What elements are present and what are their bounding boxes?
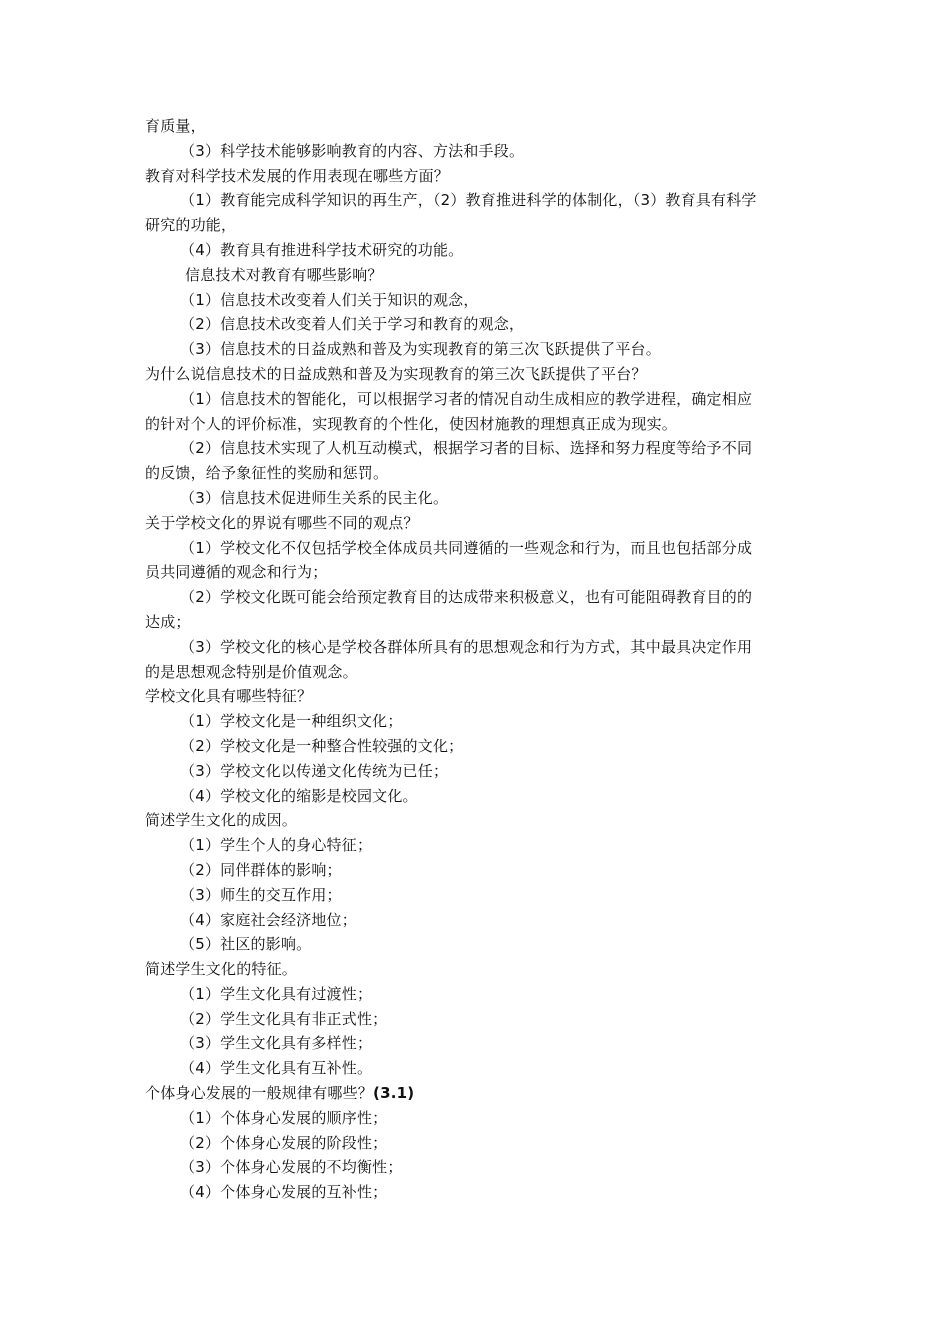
line-text: （3）师生的交互作用； — [180, 885, 342, 904]
line-text: （1）信息技术的智能化，可以根据学习者的情况自动生成相应的教学进程，确定相应 — [180, 389, 753, 408]
line-text: 信息技术对教育有哪些影响？ — [185, 265, 383, 284]
text-line — [145, 486, 810, 511]
line-text: 的反馈，给予象征性的奖励和惩罚。 — [145, 464, 389, 483]
text-line — [145, 957, 810, 982]
line-text: （3）学校文化的核心是学校各群体所具有的思想观念和行为方式，其中最具决定作用 — [180, 637, 753, 656]
text-line — [145, 759, 810, 784]
text-line — [145, 808, 810, 833]
text-line — [145, 883, 810, 908]
line-text: 研究的功能， — [145, 216, 237, 235]
text-line — [145, 337, 810, 362]
text-line — [145, 461, 810, 486]
line-text: 简述学生文化的成因。 — [145, 811, 298, 830]
line-text: 的针对个人的评价标准，实现教育的个性化，使因材施教的理想真正成为现实。 — [145, 414, 678, 433]
text-line — [145, 1180, 810, 1205]
line-text: 育质量， — [145, 117, 206, 135]
text-line — [145, 412, 810, 437]
line-text: 的是思想观念特别是价值观念。 — [145, 662, 358, 681]
line-text: （1）信息技术改变着人们关于知识的观念， — [180, 290, 479, 309]
line-text: （3）个体身心发展的不均衡性； — [180, 1158, 403, 1177]
text-line — [145, 932, 810, 957]
line-text: （1）学生个人的身心特征； — [180, 836, 373, 855]
text-line — [145, 1056, 810, 1081]
line-text: （3）科学技术能够影响教育的内容、方法和手段。 — [180, 141, 525, 160]
text-line — [145, 536, 810, 561]
text-line — [145, 511, 810, 536]
line-text: 为什么说信息技术的日益成熟和普及为实现教育的第三次飞跃提供了平台？ — [145, 364, 647, 383]
document-page — [145, 114, 810, 1205]
text-line — [145, 908, 810, 933]
text-line — [145, 436, 810, 461]
text-line — [145, 585, 810, 610]
line-text: （1）个体身心发展的顺序性； — [180, 1108, 388, 1127]
text-line — [145, 139, 810, 164]
text-line — [145, 858, 810, 883]
text-line — [145, 684, 810, 709]
line-text: （2）学校文化既可能会给预定教育目的达成带来积极意义，也有可能阻碍教育目的的 — [180, 588, 753, 607]
text-line — [145, 1106, 810, 1131]
line-text: 达成； — [145, 612, 191, 631]
line-text: （1）学校文化是一种组织文化； — [180, 712, 403, 731]
line-text: （3）学生文化具有多样性； — [180, 1034, 373, 1053]
line-text: （4）学生文化具有互补性。 — [180, 1059, 373, 1078]
text-line — [145, 982, 810, 1007]
line-text: （2）信息技术实现了人机互动模式，根据学习者的目标、选择和努力程度等给予不同 — [180, 439, 753, 458]
line-text: （4）家庭社会经济地位； — [180, 910, 357, 929]
section-reference: (3.1) — [373, 1084, 415, 1103]
line-text: （4）学校文化的缩影是校园文化。 — [180, 786, 418, 805]
line-text: （4）教育具有推进科学技术研究的功能。 — [180, 240, 464, 259]
text-line — [145, 362, 810, 387]
text-line — [145, 784, 810, 809]
line-text: 简述学生文化的特征。 — [145, 960, 298, 979]
line-text: （4）个体身心发展的互补性； — [180, 1183, 388, 1202]
line-text: 教育对科学技术发展的作用表现在哪些方面？ — [145, 166, 450, 185]
line-text: 学校文化具有哪些特征？ — [145, 687, 313, 706]
line-text: （3）信息技术的日益成熟和普及为实现教育的第三次飞跃提供了平台。 — [180, 340, 661, 359]
text-line — [145, 1081, 810, 1106]
text-line — [145, 238, 810, 263]
text-line — [145, 164, 810, 189]
line-text: （2）信息技术改变着人们关于学习和教育的观念， — [180, 315, 525, 334]
text-line — [145, 288, 810, 313]
line-text: 员共同遵循的观念和行为； — [145, 563, 328, 582]
text-line — [145, 213, 810, 238]
text-line — [145, 387, 810, 412]
line-text: （2）同伴群体的影响； — [180, 860, 342, 879]
text-line — [145, 1007, 810, 1032]
text-line — [145, 833, 810, 858]
text-line — [145, 1131, 810, 1156]
text-line — [145, 1155, 810, 1180]
text-line — [145, 1031, 810, 1056]
line-text: （5）社区的影响。 — [180, 935, 312, 954]
line-text: （3）学校文化以传递文化传统为已任； — [180, 761, 449, 780]
line-text: （3）信息技术促进师生关系的民主化。 — [180, 488, 449, 507]
line-text: 关于学校文化的界说有哪些不同的观点？ — [145, 513, 419, 532]
text-line — [145, 263, 810, 288]
text-line — [145, 709, 810, 734]
line-text: （2）个体身心发展的阶段性； — [180, 1133, 388, 1152]
line-text: （2）学校文化是一种整合性较强的文化； — [180, 736, 464, 755]
text-line — [145, 660, 810, 685]
line-text: 个体身心发展的一般规律有哪些？ — [145, 1084, 374, 1103]
line-text: （1）学生文化具有过渡性； — [180, 984, 373, 1003]
text-line — [145, 188, 810, 213]
line-text: （2）学生文化具有非正式性； — [180, 1009, 388, 1028]
text-line — [145, 560, 810, 585]
line-text: （1）学校文化不仅包括学校全体成员共同遵循的一些观念和行为，而且也包括部分成 — [180, 538, 753, 557]
text-line — [145, 610, 810, 635]
text-line — [145, 635, 810, 660]
text-line — [145, 734, 810, 759]
line-text: （1）教育能完成科学知识的再生产，（2）教育推进科学的体制化，（3）教育具有科学 — [180, 191, 757, 210]
text-line — [145, 312, 810, 337]
text-line — [145, 114, 810, 139]
